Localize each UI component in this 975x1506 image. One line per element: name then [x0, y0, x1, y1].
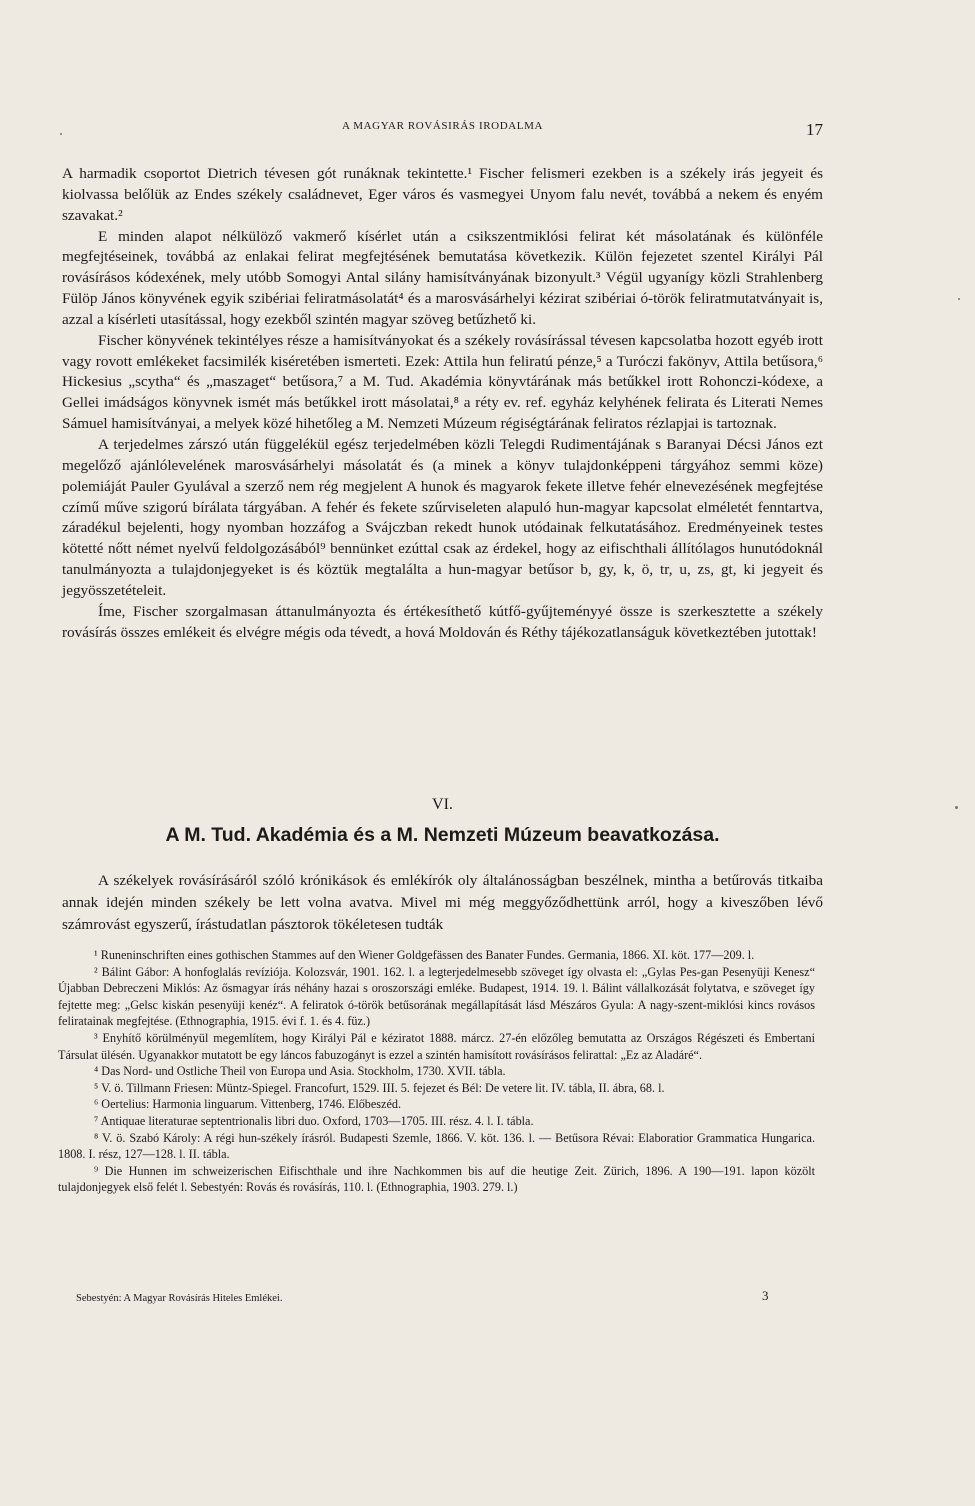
paragraph: Íme, Fischer szorgalmasan áttanulmányozta és értékesíthető kútfő-gyűjteményyé össze is szerkesztette a székely rovásírás összes emlékeit és elvégre mégis oda tévedt, a hová Moldován és Réthy tájékozatlanságuk következtében jutottak!	[62, 602, 823, 641]
footnote-3: ³ Enyhítő körülményül megemlítem, hogy Királyi Pál e kéziratot 1888. márcz. 27-én előzőleg bemutatta az Országos Régészeti és Embertani Társulat ülésén. Ugyanakkor mutatott be egy láncos fabuzogányt is ezzel a szintén hamisított rovásírásos felirattal: „Ez az Aladáré“.	[58, 1030, 815, 1062]
paragraph: A székelyek rovásírásáról szóló krónikások és emlékírók oly általánosságban beszélnek, mintha a betűrovás titkaiba annak idején minden székely be lett volna avatva. Mivel mi még meggyőződhettünk arról, hogy a kiveszőben lévő számrovást egyszerű, írástudatlan pásztorok tökéletesen tudták	[62, 872, 823, 933]
paragraph: Fischer könyvének tekintélyes része a hamisítványokat és a székely rovásírással tévesen kapcsolatba hozott egyéb irott vagy rovott emlékeket facsimilék kiséretében ismerteti. Ezek: Attila hun feliratú pénze,⁵ a Turóczi fakönyv, Attila betűsora,⁶ Hickesius „scytha“ és „maszaget“ betűsora,⁷ a M. Tud. Akadémia könyvtárának más betűkkel irott Rohonczi-kódexe, a Gellei imádságos könyvnek ismét más betűkkel irott másolatai,⁸ a réty ev. ref. egyház kelyhének felirata és Literati Nemes Sámuel hamisítványai, a melyek közé hihetőleg a M. Nemzeti Múzeum régiségtárának feliratos rézlapjai is tartoznak.	[62, 331, 823, 433]
footnotes	[58, 947, 815, 1196]
section-text	[62, 870, 823, 936]
paper-speck	[60, 133, 62, 135]
signature-mark: 3	[762, 1288, 769, 1303]
page-number: 17	[806, 120, 823, 139]
section-title: A M. Tud. Akadémia és a M. Nemzeti Múzeum beavatkozása.	[165, 824, 720, 846]
footnote-5: ⁵ V. ö. Tillmann Friesen: Müntz-Spiegel. Francofurt, 1529. III. 5. fejezet és Bél: De vetere lit. IV. tábla, II. ábra, 68. l.	[94, 1080, 665, 1095]
running-title: A MAGYAR ROVÁSIRÁS IRODALMA	[341, 120, 544, 132]
footnote-8: ⁸ V. ö. Szabó Károly: A régi hun-székely írásról. Budapesti Szemle, 1866. V. köt. 136. l. — Betűsora Révai: Elaboratior Grammatica Hungarica. 1808. I. rész, 127—128. l. II. tábla.	[58, 1130, 815, 1162]
footnote-4: ⁴ Das Nord- und Ostliche Theil von Europa und Asia. Stockholm, 1730. XVII. tábla.	[94, 1064, 506, 1079]
footnote-7: ⁷ Antiquae literaturae septentrionalis libri duo. Oxford, 1703—1705. III. rész. 4. l. I. tábla.	[94, 1113, 534, 1128]
footnote-9: ⁹ Die Hunnen im schweizerischen Eifischthale und ihre Nachkommen bis auf die heutige Zeit. Zürich, 1896. A 190—191. lapon közölt tulajdonjegyek első felét l. Sebestyén: Rovás és rovásírás, 110. l. (Ethnographia, 1903. 279. l.)	[58, 1163, 815, 1195]
footer-imprint: Sebestyén: A Magyar Rovásírás Hiteles Emlékei.	[76, 1293, 283, 1304]
footnote-6: ⁶ Oertelius: Harmonia linguarum. Vittenberg, 1746. Előbeszéd.	[94, 1097, 402, 1112]
paragraph: A terjedelmes zárszó után függelékül egész terjedelmében közli Telegdi Rudimentájának s Baranyai Décsi János ezt megelőző ajánlólevelének marosvásárhelyi másolatát és (a minek a könyv tulajdonképpeni tárgyához semmi köze) polemiáját Pauler Gyulával a szerző nem rég megjelent A hunok és magyarok fekete illetve fehér elnevezésének megfejtése czímű műve szigorú bírálata tárgyában. A fehér és fekete szűrviseleten alapuló hun-magyar kapcsolat elméletét fenntartva, záradékul bejelenti, hogy nyomban hozzáfog a Svájczban rekedt hunok utódainak felkutatásához. Eredményeinek testes kötetté nőtt német nyelvű feldolgozásából⁹ bennünket ezúttal csak az érdekel, hogy az eifischthali állítólagos hunutódoknál tanulmányozta a tulajdonjegyeket is és köztük megtalálta a hun-magyar betűsor b, gy, k, ö, tr, u, zs, gt, ki jegyeit és jegyösszetételeit.	[62, 435, 823, 599]
section-number: VI.	[432, 796, 453, 813]
paragraph: A harmadik csoportot Dietrich tévesen gót runáknak tekintette.¹ Fischer felismeri ezekben is a székely irás jegyeit és kiolvassa belőlük az Endes székely családnevet, Eger város és vasmegyei Unyom falu nevét, továbbá a nekem és enyém szavakat.²	[62, 165, 823, 224]
footnote-1: ¹ Runeninschriften eines gothischen Stammes auf den Wiener Goldgefässen des Banater Fundes. Germania, 1866. XI. köt. 177—209. l.	[94, 948, 755, 962]
paper-speck	[958, 298, 960, 300]
paper-speck	[955, 806, 958, 809]
paragraph: E minden alapot nélkülöző vakmerő kísérlet után a csikszentmiklósi felirat két másolatának és különféle megfejtéseinek, továbbá az enlakai felirat megfejtésének bemutatása következik. Külön fejezetet szentel Királyi Pál rovásírásos kódexének, mely utóbb Somogyi Antal silány hamisítványának bizonyult.³ Végül ugyanígy közli Strahlenberg Fülöp János könyvének egyik szibériai feliratmásolatát⁴ és a marosvásárhelyi kézirat szibériai ó-török feliratmutatványait is, azzal a kísérleti utasítással, hogy ezekből szintén magyar szöveg betűzhető ki.	[62, 227, 823, 328]
main-text	[62, 164, 823, 643]
footnote-2: ² Bálint Gábor: A honfoglalás revíziója. Kolozsvár, 1901. 162. l. a legterjedelmesebb szöveget így olvasta el: „Gylas Pes-gan Pesenyüji Kenesz“ Újabban Debreczeni Miklós: Az ősmagyar írás néhány hazai s oroszországi emléke. Budapest, 1914. 19. l. Bálint vállalkozását folytatva, e szöveget így fejtette meg: „Gelsc kiskán pesenyüji kenéz“. A feliratok ó-török betűsorának megállapítását lásd Mészáros Gyula: A nagy-szent-miklósi kincs rovásos feliratainak megfejtése. (Ethnographia, 1915. évi f. 1. és 4. füz.)	[58, 964, 815, 1029]
